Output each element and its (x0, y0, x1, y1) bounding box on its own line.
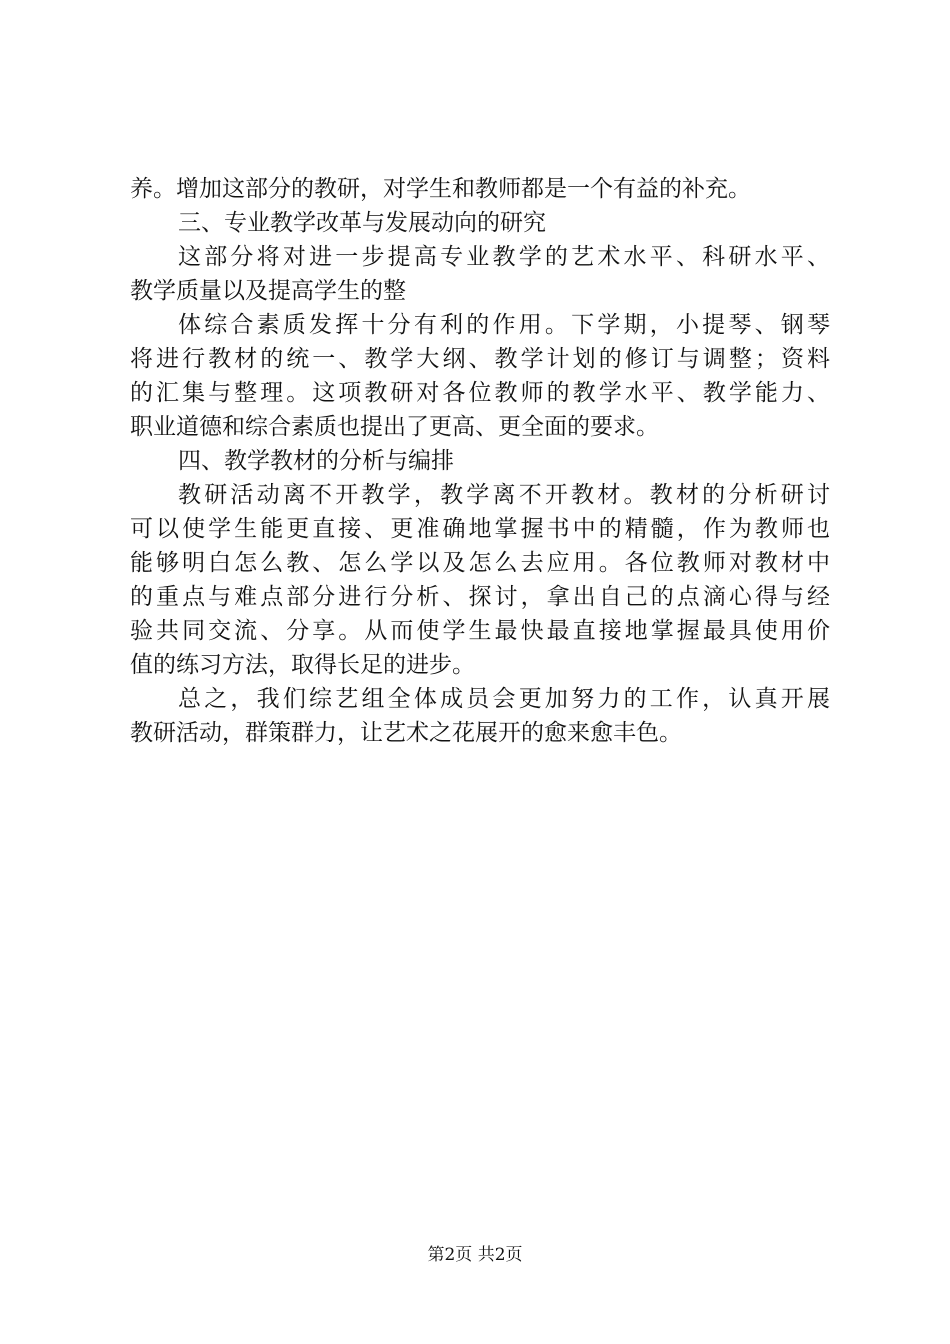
text-line: 教研活动离不开教学，教学离不开教材。教材的分析研讨 (178, 482, 830, 508)
page-number: 第2页 共2页 (427, 1245, 523, 1265)
text-line: 验共同交流、分享。从而使学生最快最直接地掌握最具使用价 (130, 618, 830, 644)
text-line: 三、专业教学改革与发展动向的研究 (178, 210, 546, 236)
text-line: 这部分将对进一步提高专业教学的艺术水平、科研水平、 (178, 244, 830, 270)
paragraph (130, 308, 830, 444)
paragraph (130, 682, 830, 750)
text-line: 四、教学教材的分析与编排 (178, 448, 454, 474)
text-line: 体综合素质发挥十分有利的作用。下学期，小提琴、钢琴 (178, 312, 830, 338)
text-line: 的重点与难点部分进行分析、探讨，拿出自己的点滴心得与经 (130, 584, 830, 610)
paragraph (130, 478, 830, 682)
page-footer (0, 1242, 950, 1268)
document-body (130, 172, 830, 750)
text-line: 教研活动，群策群力，让艺术之花展开的愈来愈丰色。 (130, 720, 682, 746)
text-line: 总之，我们综艺组全体成员会更加努力的工作，认真开展 (178, 686, 830, 712)
section-heading (130, 206, 830, 240)
text-line: 教学质量以及提高学生的整 (130, 278, 406, 304)
text-line: 能够明白怎么教、怎么学以及怎么去应用。各位教师对教材中 (130, 550, 830, 576)
section-heading (130, 444, 830, 478)
text-line: 职业道德和综合素质也提出了更高、更全面的要求。 (130, 414, 659, 440)
text-line: 可以使学生能更直接、更准确地掌握书中的精髓，作为教师也 (130, 516, 830, 542)
text-line: 养。增加这部分的教研，对学生和教师都是一个有益的补充。 (130, 176, 751, 202)
paragraph (130, 172, 830, 206)
text-line: 的汇集与整理。这项教研对各位教师的教学水平、教学能力、 (130, 380, 830, 406)
text-line: 将进行教材的统一、教学大纲、教学计划的修订与调整；资料 (130, 346, 830, 372)
text-line: 值的练习方法，取得长足的进步。 (130, 652, 475, 678)
paragraph (130, 240, 830, 308)
